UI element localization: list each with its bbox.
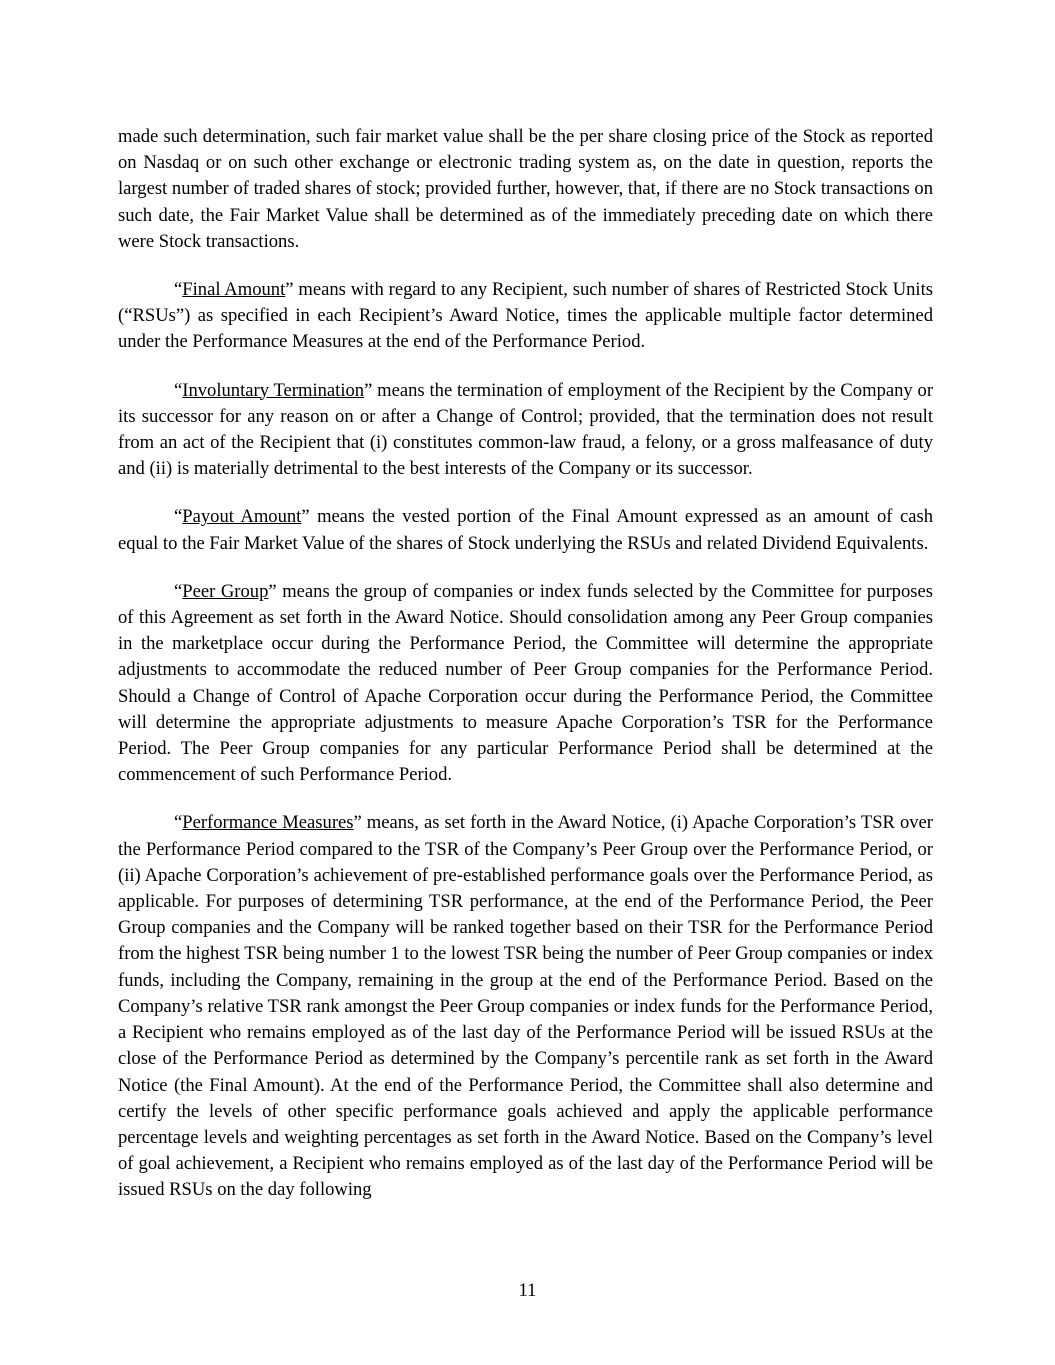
- quote-open: “: [174, 279, 183, 301]
- paragraph-payout-amount: [118, 504, 933, 556]
- paragraph-text: made such determination, such fair market value shall be the per share closing price of the Stock as reported on Nasdaq or on such other exchange or electronic trading system as, on the date in question, reports the largest number of traded shares of stock; provided further, however, that, if there are no Stock transactions on such date, the Fair Market Value shall be determined as of the immediately preceding date on which there were Stock transactions.: [118, 126, 933, 252]
- defined-term-involuntary-termination: Involuntary Termination: [182, 379, 365, 401]
- paragraph-text: ” means the vested portion of the Final Amount expressed as an amount of cash equal to the Fair Market Value of the shares of Stock underlying the RSUs and related Dividend Equivalents.: [118, 506, 933, 554]
- quote-open: “: [174, 379, 183, 401]
- quote-open: “: [174, 580, 183, 602]
- paragraph-text: ” means, as set forth in the Award Notice, (i) Apache Corporation’s TSR over the Performance Period compared to the TSR of the Company’s Peer Group over the Performance Period, or (ii) Apache Corporation’s achievement of pre-established performance goals over the Performance Period, as applicable. For purposes of determining TSR performance, at the end of the Performance Period, the Peer Group companies and the Company will be ranked together based on their TSR for the Performance Period from the highest TSR being number 1 to the lowest TSR being the number of Peer Group companies or index funds, including the Company, remaining in the group at the end of the Performance Period. Based on the Company’s relative TSR rank amongst the Peer Group companies or index funds for the Performance Period, a Recipient who remains employed as of the last day of the Performance Period will be issued RSUs at the close of the Performance Period as determined by the Company’s percentile rank as set forth in the Award Notice (the Final Amount). At the end of the Performance Period, the Committee shall also determine and certify the levels of other specific performance goals achieved and apply the applicable performance percentage levels and weighting percentages as set forth in the Award Notice. Based on the Company’s level of goal achievement, a Recipient who remains employed as of the last day of the Performance Period will be issued RSUs on the day following: [118, 812, 933, 1201]
- quote-open: “: [174, 506, 183, 528]
- defined-term-peer-group: Peer Group: [182, 580, 269, 602]
- quote-open: “: [174, 812, 183, 834]
- paragraph-involuntary-termination: [118, 378, 933, 483]
- paragraph-text: ” means the termination of employment of the Recipient by the Company or its successor for any reason on or after a Change of Control; provided, that the termination does not result from an act of the Recipient that (i) constitutes common-law fraud, a felony, or a gross malfeasance of duty and (ii) is materially detrimental to the best interests of the Company or its successor.: [118, 379, 934, 480]
- document-body: [118, 124, 933, 1204]
- paragraph-text: ” means with regard to any Recipient, such number of shares of Restricted Stock Units (“RSUs”) as specified in each Recipient’s Award Notice, times the applicable multiple factor determined under the Performance Measures at the end of the Performance Period.: [118, 279, 933, 353]
- page-number: 11: [518, 1280, 537, 1301]
- defined-term-final-amount: Final Amount: [182, 279, 286, 301]
- defined-term-performance-measures: Performance Measures: [182, 812, 354, 834]
- paragraph-peer-group: [118, 579, 933, 789]
- paragraph-performance-measures: [118, 810, 933, 1203]
- paragraph-fair-market-value-continued: [118, 124, 933, 255]
- paragraph-final-amount: [118, 277, 933, 356]
- paragraph-text: ” means the group of companies or index funds selected by the Committee for purposes of this Agreement as set forth in the Award Notice. Should consolidation among any Peer Group companies in the marketplace occur during the Performance Period, the Committee will determine the appropriate adjustments to accommodate the reduced number of Peer Group companies for the Performance Period. Should a Change of Control of Apache Corporation occur during the Performance Period, the Committee will determine the appropriate adjustments to measure Apache Corporation’s TSR for the Performance Period. The Peer Group companies for any particular Performance Period shall be determined at the commencement of such Performance Period.: [118, 580, 933, 786]
- defined-term-payout-amount: Payout Amount: [182, 506, 302, 528]
